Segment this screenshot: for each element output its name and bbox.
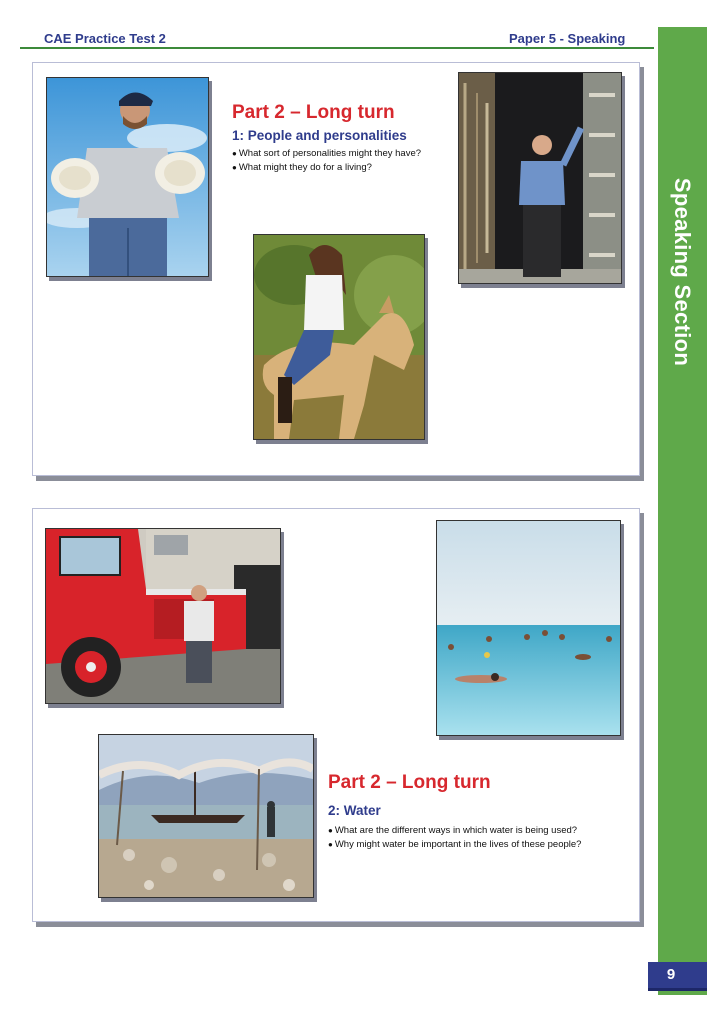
photo-fire-truck <box>45 528 281 704</box>
page-number: 9 <box>666 966 676 983</box>
photo-swimmers <box>436 520 621 736</box>
task2-subheading: 2: Water <box>328 803 381 818</box>
header-paper-title: Paper 5 - Speaking <box>509 31 626 46</box>
task2-question-list <box>328 825 581 853</box>
photo-beach-boat <box>98 734 314 898</box>
photo-horse-rider <box>253 234 425 440</box>
photo-shopkeeper <box>458 72 622 284</box>
header-test-title: CAE Practice Test 2 <box>44 31 166 46</box>
section-side-band <box>658 27 707 995</box>
photo-farmer <box>46 77 209 277</box>
task1-question-2: ● What might they do for a living? <box>232 162 421 173</box>
task1-heading: Part 2 – Long turn <box>232 102 395 123</box>
task2-question-2: ● Why might water be important in the lives of these people? <box>328 839 581 850</box>
task2-heading: Part 2 – Long turn <box>328 772 491 793</box>
task1-question-list <box>232 148 421 176</box>
header-divider <box>20 47 654 49</box>
task1-question-1: ● What sort of personalities might they have? <box>232 148 421 159</box>
task2-question-1: ● What are the different ways in which water is being used? <box>328 825 581 836</box>
section-title: Speaking Section <box>670 177 695 367</box>
task1-subheading: 1: People and personalities <box>232 128 407 143</box>
